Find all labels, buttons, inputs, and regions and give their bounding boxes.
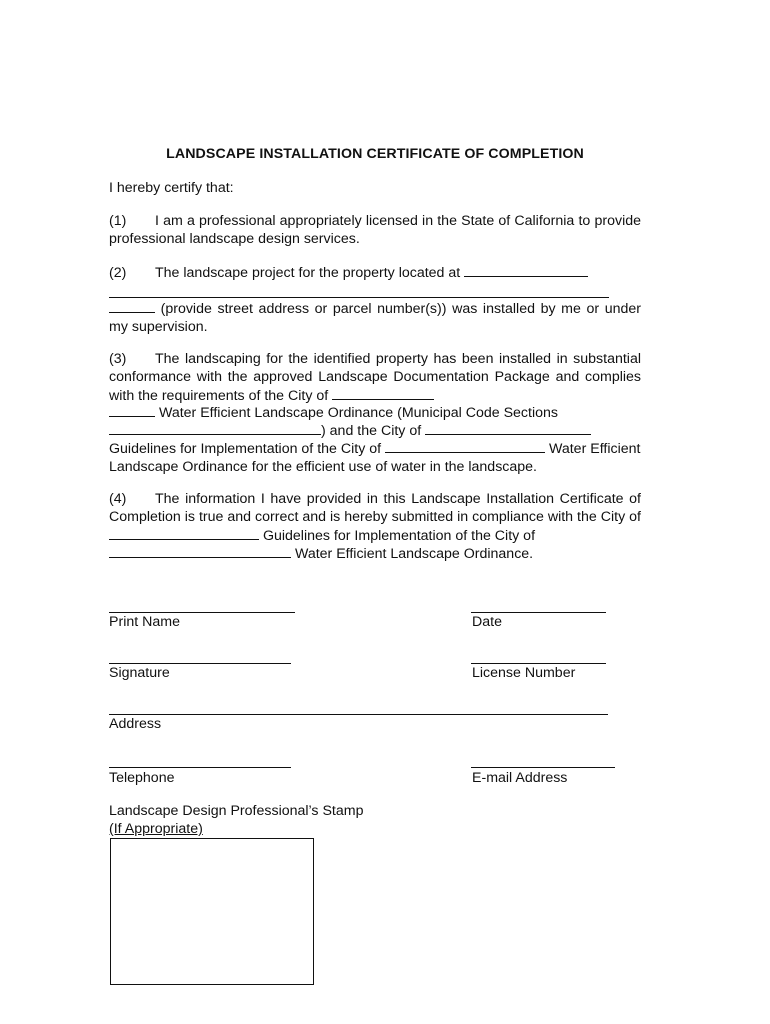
city-field-5[interactable] bbox=[109, 545, 291, 558]
city-field-1b[interactable] bbox=[109, 404, 155, 417]
item-4-text-c: Water Efficient Landscape Ordinance. bbox=[294, 546, 534, 562]
municipal-code-field[interactable] bbox=[109, 422, 321, 435]
property-location-field[interactable] bbox=[464, 264, 588, 277]
item-2-text-a: The landscape project for the property located at bbox=[155, 265, 461, 281]
item-1-number: (1) bbox=[109, 213, 127, 229]
stamp-sublabel: (If Appropriate) bbox=[109, 821, 203, 837]
item-4-text-a: The information I have provided in this Landscape Installation Certificate of Completion is true and correct and is hereby submitted in compliance with the City of bbox=[109, 491, 641, 525]
item-1 bbox=[109, 213, 641, 249]
signature-label: Signature bbox=[109, 665, 170, 681]
item-3-part-4 bbox=[109, 440, 641, 477]
property-location-field-3[interactable] bbox=[109, 300, 155, 313]
telephone-label: Telephone bbox=[109, 770, 175, 786]
print-name-line[interactable] bbox=[109, 612, 295, 613]
stamp-label: Landscape Design Professional’s Stamp bbox=[109, 803, 364, 819]
license-number-line[interactable] bbox=[471, 663, 606, 664]
item-3-part-1 bbox=[109, 351, 641, 405]
document-title: LANDSCAPE INSTALLATION CERTIFICATE OF COMPLETION bbox=[166, 146, 584, 162]
address-line[interactable] bbox=[109, 714, 608, 715]
item-3-text-a: The landscaping for the identified property has been installed in substantial conformance with the approved Landscape Documentation Package and complies with the requirements of the City of bbox=[109, 351, 641, 404]
item-3-text-b: Water Efficient Landscape Ordinance (Municipal Code Sections bbox=[158, 405, 558, 421]
item-3-number: (3) bbox=[109, 351, 127, 367]
item-2-line-2 bbox=[109, 300, 641, 337]
item-1-text: I am a professional appropriately licensed in the State of California to provide professional landscape design services. bbox=[109, 213, 641, 247]
license-number-label: License Number bbox=[472, 665, 576, 681]
property-location-field-2[interactable] bbox=[109, 297, 609, 298]
city-field-3[interactable] bbox=[385, 440, 545, 453]
item-2-number: (2) bbox=[109, 265, 127, 281]
email-line[interactable] bbox=[471, 767, 615, 768]
telephone-line[interactable] bbox=[109, 767, 291, 768]
date-line[interactable] bbox=[471, 612, 606, 613]
item-4-part-1 bbox=[109, 491, 641, 545]
city-field-4[interactable] bbox=[109, 527, 259, 540]
item-4-number: (4) bbox=[109, 491, 127, 507]
date-label: Date bbox=[472, 614, 502, 630]
item-3-text-c: ) and the City of bbox=[321, 423, 422, 439]
address-label: Address bbox=[109, 716, 162, 732]
city-field-2[interactable] bbox=[425, 422, 591, 435]
item-2-text-b: (provide street address or parcel number(s)) was installed by me or under my supervision. bbox=[109, 301, 641, 335]
city-field-1[interactable] bbox=[332, 387, 434, 400]
item-3-part-2 bbox=[109, 404, 641, 423]
item-4-text-b: Guidelines for Implementation of the City of bbox=[262, 527, 536, 544]
print-name-label: Print Name bbox=[109, 614, 180, 630]
item-2-line-1 bbox=[109, 264, 641, 283]
email-label: E-mail Address bbox=[472, 770, 568, 786]
item-3-text-d: Guidelines for Implementation of the City of bbox=[109, 441, 382, 457]
item-4-part-2 bbox=[109, 545, 641, 564]
signature-line[interactable] bbox=[109, 663, 291, 664]
item-3-part-3 bbox=[109, 422, 641, 441]
intro-text: I hereby certify that: bbox=[109, 180, 234, 196]
stamp-box bbox=[110, 838, 314, 985]
item-3-text-e: Water Efficient Landscape Ordinance for the efficient use of water in the landscape. bbox=[109, 441, 641, 475]
